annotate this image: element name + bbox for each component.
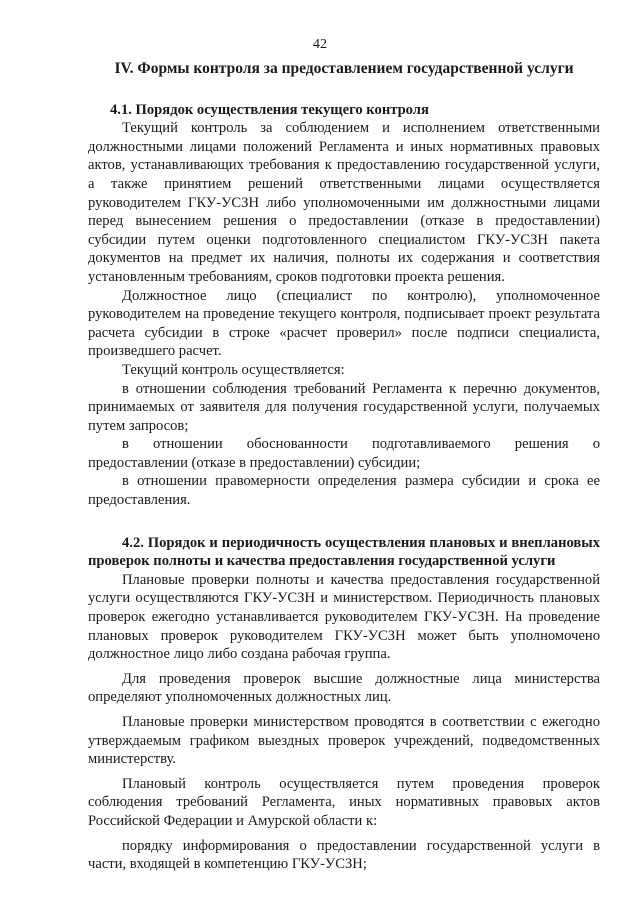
subsection-title-4-1: 4.1. Порядок осуществления текущего контроля [110,101,429,118]
paragraph: Для проведения проверок высшие должностные лица министерства определяют уполномоченных должностных лиц. [88,670,600,706]
paragraph: Плановый контроль осуществляется путем проведения проверок соблюдения требований Регламента, иных нормативных правовых актов Российской Федерации и Амурской области к: [88,775,600,829]
page-number: 42 [313,37,327,52]
paragraph: Текущий контроль за соблюдением и исполнением ответственными должностными лицами положений Регламента и иных нормативных правовых актов, устанавливающих требования к предоставлению государственной услуги, а также принятием решений ответственными лицами осуществляется руководителем ГКУ-УСЗН либо уполномоченными им должностными лицами перед вынесением решения о предоставлении (отказе в предоставлении) субсидии путем оценки подготовленного специалистом ГКУ-УСЗН пакета документов на предмет их наличия, полноты их содержания и соответствия установленным требованиям, сроков подготовки проекта решения. [88,120,600,285]
paragraph: Плановые проверки полноты и качества предоставления государственной услуги осуществляются ГКУ-УСЗН и министерством. Периодичность плановых проверок ежегодно устанавливается руководителем ГКУ-УСЗН. На проведение плановых проверок руководителем ГКУ-УСЗН может быть уполномочено должностное лицо либо создана рабочая группа. [88,571,600,663]
paragraph: в отношении правомерности определения размера субсидии и срока ее предоставления. [88,473,600,509]
paragraph: Плановые проверки министерством проводятся в соответствии с ежегодно утверждаемым графиком выездных проверок учреждений, подведомственных министерству. [88,714,600,768]
paragraph: в отношении соблюдения требований Регламента к перечню документов, принимаемых от заявителя для получения государственной услуги, получаемых путем запросов; [88,380,600,434]
subsection-title-4-2: 4.2. Порядок и периодичность осуществления плановых и внеплановых проверок полноты и качества предоставления государственной услуги [88,534,600,570]
paragraph: в отношении обоснованности подготавливаемого решения о предоставлении (отказе в предоставлении) субсидии; [88,436,600,471]
paragraph: Должностное лицо (специалист по контролю), уполномоченное руководителем на проведение текущего контроля, подписывает проект результата расчета субсидии в строке «расчет проверил» после подписи специалиста, произведшего расчет. [88,287,600,360]
page-content [88,58,600,874]
paragraph: Текущий контроль осуществляется: [122,361,345,378]
paragraph: порядку информирования о предоставлении государственной услуги в части, входящей в компетенцию ГКУ-УСЗН; [88,837,600,873]
section-title: IV. Формы контроля за предоставлением государственной услуги [114,60,574,77]
